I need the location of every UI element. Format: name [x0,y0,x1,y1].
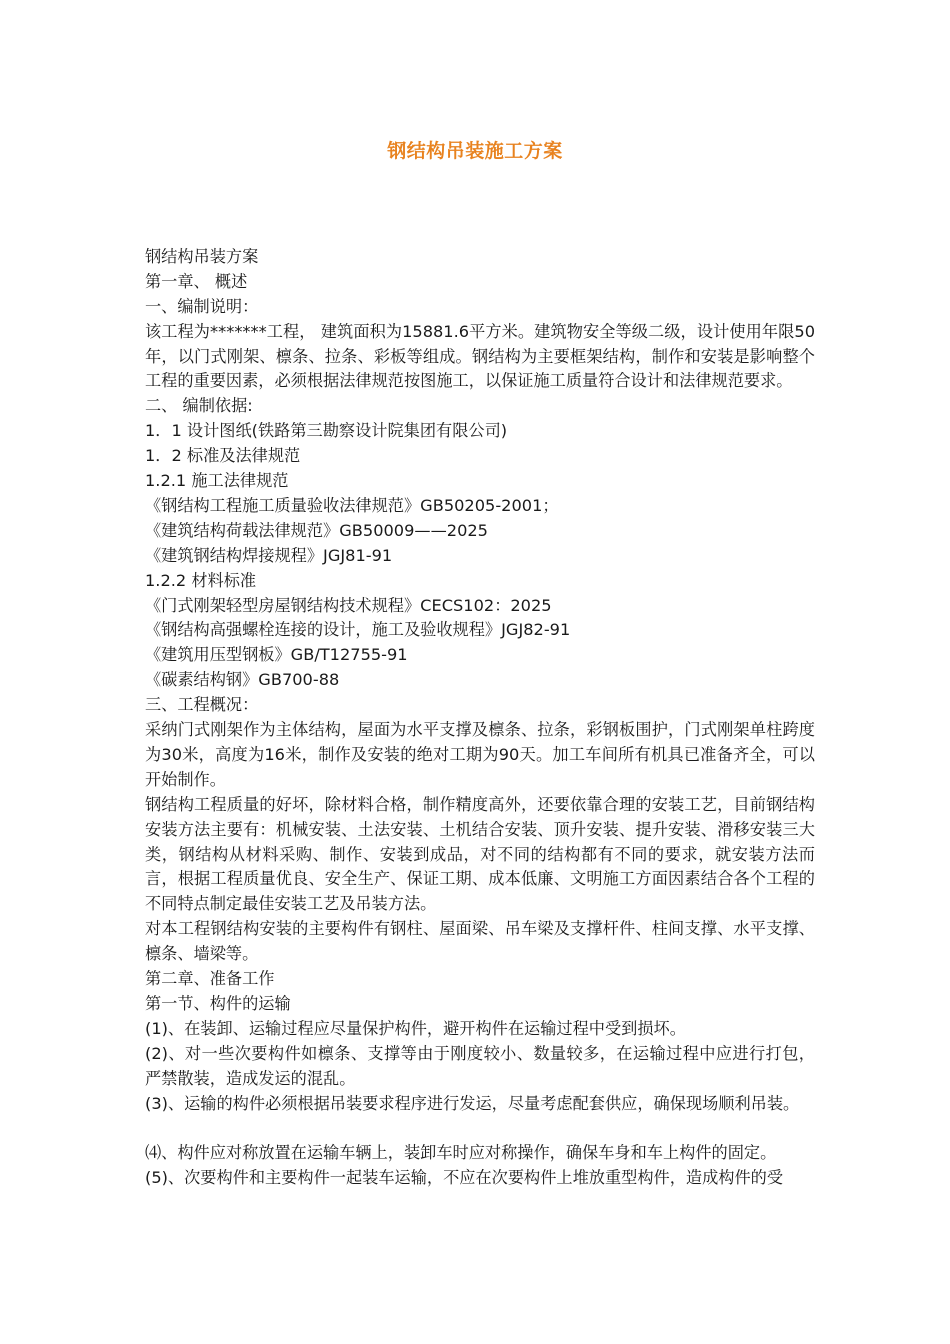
paragraph: 对本工程钢结构安装的主要构件有钢柱、屋面梁、吊车梁及支撑杆件、柱间支撑、水平支撑、檩条、墙梁等。 [145,919,815,964]
list-item: (1)、在装卸、运输过程应尽量保护构件，避开构件在运输过程中受到损坏。 [145,1018,686,1038]
paragraph: 该工程为*******工程， 建筑面积为15881.6平方米。建筑物安全等级二级，设计使用年限50年，以门式刚架、檩条、拉条、彩板等组成。钢结构为主要框架结构，制作和安装是影响整个工程的重要因素，必须根据法律规范按图施工，以保证施工质量符合设计和法律规范要求。 [145,321,815,391]
paragraph: 钢结构工程质量的好坏，除材料合格，制作精度高外，还要依靠合理的安装工艺，目前钢结构安装方法主要有：机械安装、土法安装、土机结合安装、顶升安装、提升安装、滑移安装三大类，钢结构从材料采购、制作、安装到成品，对不同的结构都有不同的要求，就安装方法而言，根据工程质量优良、安全生产、保证工期、成本低廉、文明施工方面因素结合各个工程的不同特点制定最佳安装工艺及吊装方法。 [145,794,815,914]
text-line: 《钢结构高强螺栓连接的设计，施工及验收规程》JGJ82-91 [145,620,571,640]
list-item: (5)、次要构件和主要构件一起装车运输，不应在次要构件上堆放重型构件，造成构件的受 [145,1168,784,1188]
section-heading: 第一节、构件的运输 [145,993,291,1013]
list-item: (3)、运输的构件必须根据吊装要求程序进行发运，尽量考虑配套供应，确保现场顺利吊装。 [145,1093,800,1113]
text-line: 《碳素结构钢》GB700-88 [145,670,340,690]
section-heading: 三、工程概况： [145,695,259,715]
chapter-heading: 第二章、准备工作 [145,969,275,989]
document-body [145,245,815,1191]
text-line: 《钢结构工程施工质量验收法律规范》GB50205-2001； [145,495,559,515]
text-line: 1．1 设计图纸(铁路第三勘察设计院集团有限公司) [145,421,508,441]
text-line: 《门式刚架轻型房屋钢结构技术规程》CECS102：2025 [145,595,552,615]
text-line: 《建筑钢结构焊接规程》JGJ81-91 [145,545,393,565]
section-heading: 二、 编制依据: [145,396,253,416]
text-line: 1.2.1 施工法律规范 [145,471,289,491]
chapter-heading: 第一章、 概述 [145,271,248,291]
paragraph: 采纳门式刚架作为主体结构，屋面为水平支撑及檩条、拉条，彩钢板围护，门式刚架单柱跨度为30米，高度为16米，制作及安装的绝对工期为90天。加工车间所有机具已准备齐全，可以开始制作。 [145,719,815,789]
section-heading: 一、编制说明： [145,296,259,316]
text-line: 《建筑用压型钢板》GB/T12755-91 [145,645,408,665]
list-item: ⑷、构件应对称放置在运输车辆上，装卸车时应对称操作，确保车身和车上构件的固定。 [145,1143,777,1163]
text-line: 《建筑结构荷载法律规范》GB50009——2025 [145,520,488,540]
text-line: 钢结构吊装方案 [145,247,259,266]
blank-line [145,1116,815,1141]
document-title: 钢结构吊装施工方案 [387,140,563,162]
text-line: 1．2 标准及法律规范 [145,446,301,466]
list-item: (2)、对一些次要构件如檩条、支撑等由于刚度较小、数量较多，在运输过程中应进行打包，严禁散装，造成发运的混乱。 [145,1043,815,1088]
text-line: 1.2.2 材料标准 [145,570,257,590]
